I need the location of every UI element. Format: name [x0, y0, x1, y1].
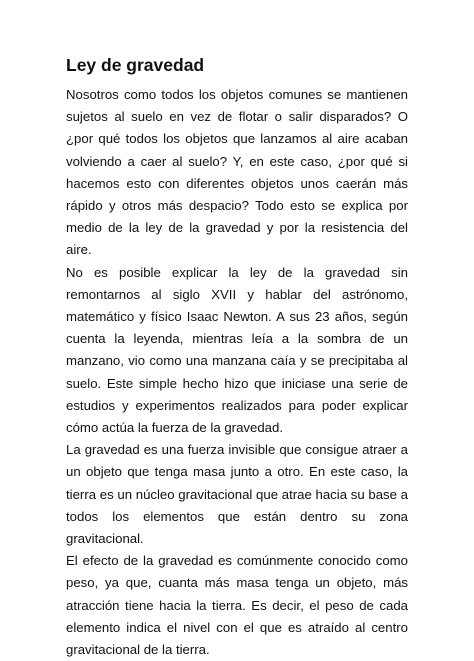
document-page: [66, 54, 408, 661]
paragraph-intro: Nosotros como todos los objetos comunes se mantienen sujetos al suelo en vez de flotar o salir disparados? O ¿por qué todos los objetos que lanzamos al aire acaban volviendo a caer al suelo? Y, en este caso, ¿por qué si hacemos esto con diferentes objetos unos caerán más rápido y otros más despacio? Todo esto se explica por medio de la ley de la gravedad y por la resistencia del aire.: [66, 87, 408, 258]
document-title: Ley de gravedad: [66, 55, 205, 75]
paragraph-definition: La gravedad es una fuerza invisible que consigue atraer a un objeto que tenga masa junto a otro. En este caso, la tierra es un núcleo gravitacional que atrae hacia su base a todos los elementos que están dentro su zona gravitacional.: [66, 442, 408, 547]
paragraph-newton: No es posible explicar la ley de la gravedad sin remontarnos al siglo XVII y hablar del astrónomo, matemático y físico Isaac Newton. A sus 23 años, según cuenta la leyenda, mientras leía a la sombra de un manzano, vio como una manzana caía y se precipitaba al suelo. Este simple hecho hizo que iniciase una serie de estudios y experimentos realizados para poder explicar cómo actúa la fuerza de la gravedad.: [66, 264, 408, 436]
paragraph-weight: El efecto de la gravedad es comúnmente conocido como peso, ya que, cuanta más masa tenga un objeto, más atracción tiene hacia la tierra. Es decir, el peso de cada elemento indica el nivel con el que es atraído al centro gravitacional de la tierra.: [66, 553, 408, 658]
